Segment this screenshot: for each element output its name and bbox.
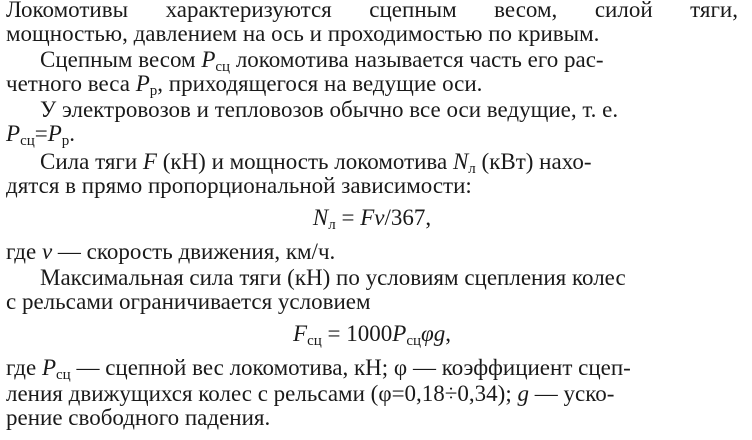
text-line-content: мощностью, давлением на ось и проходимостью по кривым. (6, 21, 600, 46)
text-fragment: — уско- (528, 381, 615, 406)
formula-power (6, 204, 738, 232)
math-symbol: P (6, 121, 21, 146)
text-fragment: локомотива называется часть его рас- (230, 47, 604, 72)
text-fragment: (кН) и мощность локомотива (156, 149, 453, 174)
math-operator: = (34, 121, 48, 146)
text-line (6, 70, 738, 98)
text-line (6, 172, 738, 200)
math-subscript: сц (406, 333, 421, 349)
text-fragment: четного веса (6, 71, 136, 96)
math-symbol: F (142, 149, 157, 174)
math-subscript: сц (56, 367, 71, 383)
text-line-content: дятся в прямо пропорциональной зависимости: (6, 173, 472, 198)
text-fragment: где (6, 239, 42, 264)
text-fragment: — скорость движения, км/ч. (52, 239, 336, 264)
text-line (6, 120, 738, 148)
math-symbol: P (201, 47, 216, 72)
math-subscript: л (328, 217, 336, 233)
math-symbol: P (47, 121, 62, 146)
text-fragment: — сцепной вес локомотива, кН; φ — коэффициент сцеп- (70, 355, 631, 380)
math-subscript: л (468, 161, 476, 177)
text-fragment: где (6, 355, 42, 380)
text-line-content: рение свободного падения. (6, 405, 271, 430)
text-line (6, 354, 738, 382)
math-symbol: P (392, 321, 407, 346)
text-line-content: Максимальная сила тяги (кН) по условиям сцепления колес (40, 265, 626, 290)
math-symbol: N (312, 205, 329, 230)
math-symbol: φg (421, 321, 446, 346)
math-operator: = 1000 (321, 321, 393, 346)
math-symbol: P (135, 71, 150, 96)
math-symbol: P (41, 355, 57, 380)
math-subscript: р (61, 133, 70, 149)
text-line (6, 404, 738, 432)
text-line-content: У электровозов и тепловозов обычно все оси ведущие, т. е. (40, 97, 619, 122)
text-fragment: (кВт) нахо- (475, 149, 592, 174)
text-fragment: Сцепным весом (40, 47, 202, 72)
text-fragment: . (69, 121, 76, 146)
math-operator: = (335, 205, 361, 230)
math-subscript: р (149, 83, 158, 99)
math-subscript: сц (20, 133, 35, 149)
math-symbol: v (41, 239, 53, 264)
math-subscript: сц (215, 59, 231, 75)
text-fragment: , приходящегося на ведущие оси. (157, 71, 483, 96)
math-symbol: Fv (360, 205, 385, 230)
text-fragment: Сила тяги (40, 149, 143, 174)
math-symbol: g (517, 381, 529, 406)
text-line-content: с рельсами ограничивается условием (6, 289, 371, 314)
text-line (6, 20, 738, 48)
text-line-content: Локомотивы характеризуются сцепным весом, силой тяги, (6, 0, 738, 22)
math-subscript: сц (307, 333, 322, 349)
math-symbol: F (293, 321, 308, 346)
math-symbol: N (452, 149, 469, 174)
text-fragment: ления движущихся колес с рельсами (φ=0,18÷0,34); (6, 381, 518, 406)
formula-traction (6, 320, 738, 348)
text-fragment: /367, (384, 205, 432, 230)
text-fragment: , (445, 321, 451, 346)
text-line (6, 288, 738, 316)
text-line (6, 238, 738, 266)
